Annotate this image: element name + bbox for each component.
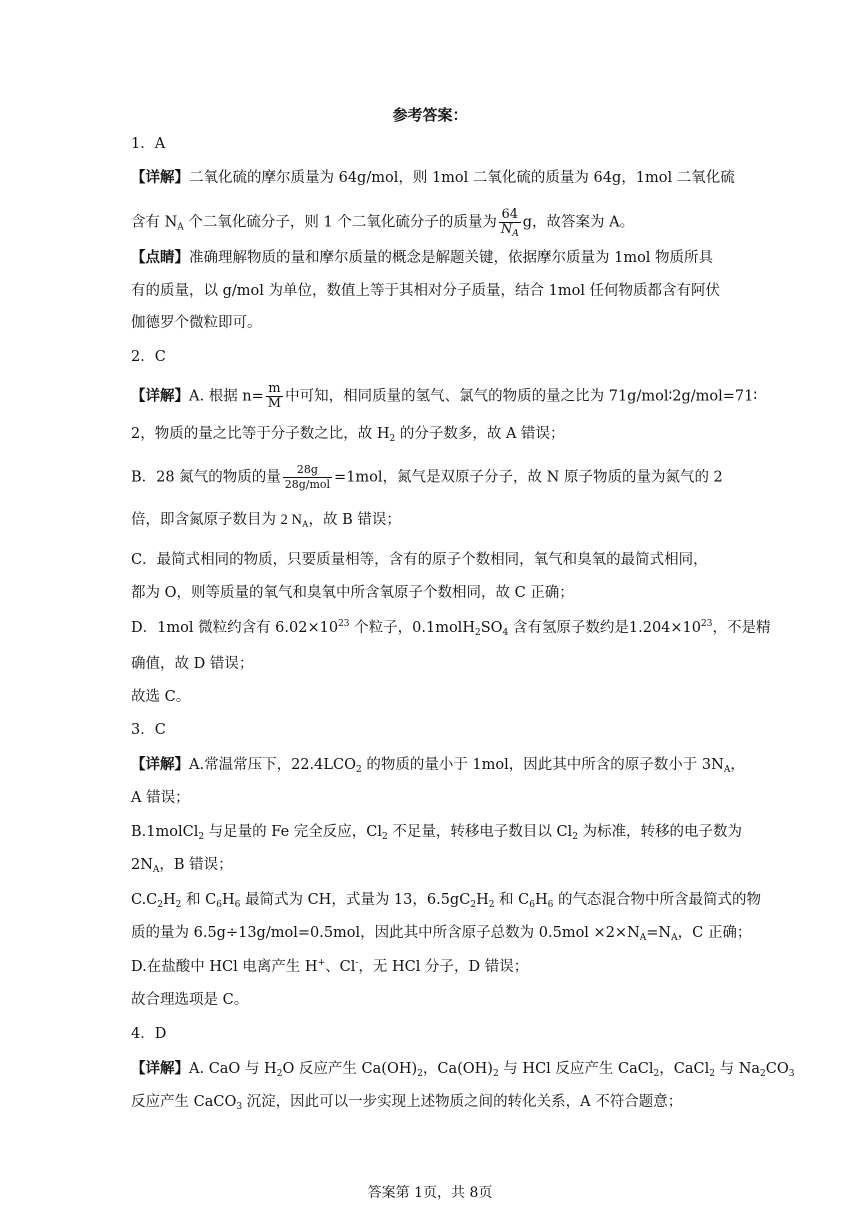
answer-number: 1．A (131, 136, 166, 152)
text: 反应产生 (294, 1061, 362, 1077)
text: ，无 HCl 分子，D 错误； (358, 959, 529, 975)
text: 与 HCl 反应产生 (498, 1061, 619, 1077)
answer-number: 3．C (131, 722, 166, 738)
detail-tag: 【详解】 (131, 387, 189, 405)
page-title: 参考答案： (392, 106, 468, 124)
text: 和 (181, 892, 206, 908)
text: 反应产生 (131, 1094, 194, 1110)
text: ， (730, 757, 745, 773)
conclusion-line: 故选 C。 (131, 689, 191, 705)
detail-line: 确值，故 D 错误； (131, 656, 254, 672)
text: =1mol，氮气是双原子分子，故 N 原子物质的量为氮气的 2 (334, 469, 723, 486)
text: ，B 错误； (159, 857, 233, 873)
text: 个二氧化硫分子，则 1 个二氧化硫分子的质量为 (183, 214, 497, 231)
text: 与 (714, 1061, 739, 1077)
fraction-64-over-NA: $\frac{64}{N_A}$ (500, 207, 519, 239)
detail-line (131, 463, 732, 492)
fraction-m-over-M: $\frac{m}{M}$ (267, 381, 282, 411)
comment-line (131, 248, 732, 268)
text: 含有 (131, 214, 165, 231)
comment-tag: 【点睛】 (131, 249, 189, 266)
detail-tag: 【详解】 (131, 1060, 189, 1077)
fraction-28g-over-28gmol: $\frac{28g}{\text{28g/mol}}$ (284, 463, 331, 491)
text: 个粒子，0.1mol (349, 620, 463, 636)
answer-number: 2．C (131, 349, 166, 365)
text: ，C 正确； (677, 925, 752, 941)
text: 含有氢原子数约是1.204×10 (508, 620, 702, 636)
text: 为标准，转移的电子数为 (577, 824, 743, 840)
detail-line: D．1mol 微粒约含有 $6.02\times 10^{23}$ 个粒子，$0.1molH_2SO_4$ 含有氢原子数约是$1.204\times 10^{23}$，不是精 (131, 619, 771, 638)
text: 准确理解物质的量和摩尔质量的概念是解题关键，依据摩尔质量为 1mol 物质所具 (189, 250, 714, 266)
detail-line: 倍，即含氮原子数目为 2 $N_A$，故 B 错误； (131, 512, 401, 529)
text: B.1mol (131, 824, 183, 840)
text: A. CaO 与 (189, 1061, 265, 1077)
detail-line: 都为 O，则等质量的氧气和臭氧中所含氧原子个数相同，故 C 正确； (131, 585, 574, 601)
text: A.常温常压下，22.4L (189, 757, 333, 773)
text: D．1mol 微粒约含有 6.02×10 (131, 620, 339, 636)
detail-tag: 【详解】 (131, 756, 189, 773)
text: ，不是精 (712, 620, 771, 636)
detail-line (131, 168, 735, 188)
text: 的物质的量小于 1mol，因此其中所含的原子数小于 3 (361, 757, 712, 773)
conclusion-line: 故合理选项是 C。 (131, 992, 249, 1008)
text: D.在盐酸中 HCl 电离产生 (131, 959, 305, 975)
text: 倍，即含氮原子数目为 (131, 512, 281, 528)
text: 的气态混合物中所含最简式的物 (553, 892, 762, 908)
comment-line: 伽德罗个微粒即可。 (131, 315, 262, 331)
text: 2，物质的量之比等于分子数之比，故 (131, 426, 377, 442)
text: 沉淀，因此可以一步实现上述物质之间的转化关系，A 不符合题意； (242, 1094, 683, 1110)
detail-line: 【详解】A.常温常压下，$22.4LCO_2$ 的物质的量小于 1mol，因此其中所含的原子数小于 $3N_A$， (131, 756, 745, 775)
detail-line: A 错误； (131, 790, 190, 806)
detail-line: 2，物质的量之比等于分子数之比，故 $H_2$ 的分子数多，故 A 错误； (131, 426, 565, 444)
detail-line: B.1molCl$_2$ 与足量的 Fe 完全反应，$Cl_2$ 不足量，转移电子数目以 $Cl_2$ 为标准，转移的电子数为 (131, 824, 743, 842)
text: g，故答案为 A。 (522, 214, 635, 231)
text: 不足量，转移电子数目以 (387, 824, 557, 840)
text: 最简式为 CH，式量为 13，6.5g (240, 892, 460, 908)
text: 质的量为 6.5g÷13g/mol=0.5mol，因此其中所含原子总数为 0.5mol ×2× (131, 925, 628, 941)
detail-line: 含有 $N_A$ 个二氧化硫分子，则 1 个二氧化硫分子的质量为 $\frac{64}{N_A}$ g，故答案为 A。 (131, 207, 635, 239)
text: 中可知，相同质量的氢气、氯气的物质的量之比为 71g/mol∶2g/mol=71∶ (285, 388, 758, 405)
detail-line: 质的量为 6.5g÷13g/mol=0.5mol，因此其中所含原子总数为 $0.5mol \times 2\times N_A=N_A$，C 正确； (131, 925, 752, 943)
detail-line: $2N_A$，B 错误； (131, 857, 233, 875)
detail-line (131, 381, 758, 411)
page-footer: 答案第 1页，共 8页 (367, 1185, 493, 1201)
text: ，故 B 错误； (308, 512, 401, 528)
text: 的分子数多，故 A 错误； (395, 426, 565, 442)
detail-tag: 【详解】 (131, 169, 189, 186)
text: B．28 氮气的物质的量 (131, 469, 281, 486)
detail-line: 【详解】A. CaO 与 $H_2O$ 反应产生 $Ca(OH)_2$，$Ca(OH)_2$ 与 HCl 反应产生 CaCl$_2$，CaCl$_2$ 与 $Na_2CO_3$ (131, 1060, 795, 1079)
text: A. 根据 n= (189, 388, 264, 405)
text: 二氧化硫的摩尔质量为 64g/mol，则 1mol 二氧化硫的质量为 64g，1mol 二氧化硫 (189, 170, 735, 186)
detail-line: D.在盐酸中 HCl 电离产生 H+、Cl-，无 HCl 分子，D 错误； (131, 958, 529, 975)
text: 与足量的 Fe 完全反应， (204, 824, 367, 840)
answer-number: 4．D (131, 1026, 167, 1042)
detail-line: $C.C_2H_2$ 和 $C_6H_6$ 最简式为 CH，式量为 13，$6.5gC_2H_2$ 和 $C_6H_6$ 的气态混合物中所含最简式的物 (131, 892, 762, 910)
detail-line: 反应产生 CaCO$_3$ 沉淀，因此可以一步实现上述物质之间的转化关系，A 不符合题意； (131, 1094, 683, 1112)
detail-line: C．最简式相同的物质，只要质量相等，含有的原子个数相同，氧气和臭氧的最简式相同， (131, 552, 708, 568)
comment-line: 有的质量，以 g/mol 为单位，数值上等于其相对分子质量，结合 1mol 任何物质都含有阿伏 (131, 283, 721, 299)
text: 和 (494, 892, 519, 908)
text: 2 (131, 857, 141, 873)
